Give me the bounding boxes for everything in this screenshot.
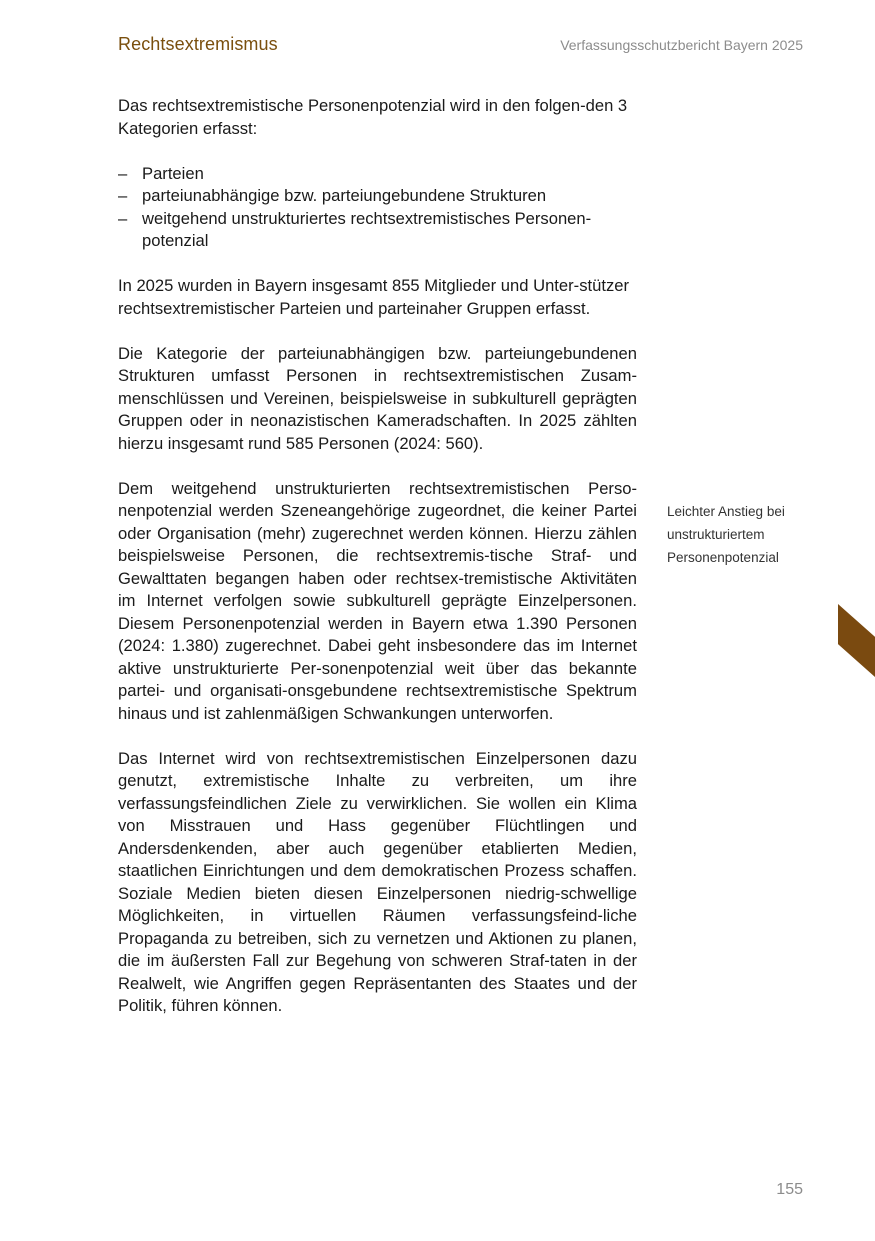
section-title: Rechtsextremismus bbox=[118, 34, 278, 54]
report-title: Verfassungsschutzbericht Bayern 2025 bbox=[560, 37, 803, 53]
dash-bullet: – bbox=[118, 163, 128, 183]
margin-note-line: Leichter Anstieg bei bbox=[667, 504, 785, 519]
margin-note-line: Personenpotenzial bbox=[667, 550, 779, 565]
dash-bullet: – bbox=[118, 186, 128, 205]
category-list bbox=[118, 163, 637, 253]
list-item-text: Parteien bbox=[142, 163, 204, 183]
paragraph-members: In 2025 wurden in Bayern insgesamt 855 Mitglieder und Unter-stützer rechtsextremistischer Parteien und parteinaher Gruppen erfasst. bbox=[118, 276, 629, 318]
list-item-text: parteiunabhängige bzw. parteiungebundene Strukturen bbox=[142, 186, 547, 205]
list-item-text: weitgehend unstrukturiertes rechtsextremistisches Personen-potenzial bbox=[142, 208, 592, 250]
list-item bbox=[118, 208, 637, 253]
intro-paragraph: Das rechtsextremistische Personenpotenzial wird in den folgen-den 3 Kategorien erfasst: bbox=[118, 96, 628, 138]
dash-bullet: – bbox=[118, 208, 128, 228]
main-text-column bbox=[118, 95, 637, 1040]
paragraph-unstructured: Dem weitgehend unstrukturierten rechtsextremistischen Perso-nenpotenzial werden Szeneangehörige zugeordnet, die keiner Partei oder Organisation (mehr) zugerechnet werden können. Hierzu zählen beispielsweise Personen, die rechtsextremis-tische Straf- und Gewalttaten begangen haben oder rechtsex-tremistische Aktivitäten im Internet verfolgen sowie subkulturell geprägte Einzelpersonen. Diesem Personenpotenzial werden in Bayern etwa 1.390 Personen (2024: 1.380) zugerechnet. Dabei geht insbesondere das im Internet aktive unstrukturierte Per-sonenpotenzial weit über das bekannte partei- und organisati-onsgebundene rechtsextremistische Spektrum hinaus und ist zahlenmäßigen Schwankungen unterworfen. bbox=[118, 478, 637, 723]
paragraph-internet: Das Internet wird von rechtsextremistischen Einzelpersonen dazu genutzt, extremistische Inhalte zu verbreiten, um ihre verfassungsfeindlichen Ziele zu verwirklichen. Sie wollen ein Klima von Misstrauen und Hass gegenüber Flüchtlingen und Andersdenkenden, aber auch gegenüber etablierten Medien, staatlichen Einrichtungen und dem demokratischen Prozess schaffen. Soziale Medien bieten diesen Einzelpersonen niedrig-schwellige Möglichkeiten, in virtuellen Räumen verfassungsfeind-liche Propaganda zu betreiben, sich zu vernetzen und Aktionen zu planen, die im äußersten Fall zur Begehung von schweren Straf-taten in der Realwelt, wie Angriffen gegen Repräsentanten des Staates und der Politik, führen können. bbox=[118, 748, 637, 1015]
margin-note-line: unstrukturiertem bbox=[667, 527, 765, 542]
list-item bbox=[118, 185, 637, 208]
chapter-tab-marker bbox=[838, 604, 875, 677]
page-number: 155 bbox=[776, 1181, 803, 1198]
paragraph-structures: Die Kategorie der parteiunabhängigen bzw. parteiungebundenen Strukturen umfasst Personen in rechtsextremistischen Zusam-menschlüssen und Vereinen, beispielsweise in subkulturell geprägten Gruppen oder in neonazistischen Kameradschaften. In 2025 zählten hierzu insgesamt rund 585 Personen (2024: 560). bbox=[118, 343, 637, 453]
list-item bbox=[118, 163, 637, 186]
margin-note bbox=[667, 500, 817, 569]
